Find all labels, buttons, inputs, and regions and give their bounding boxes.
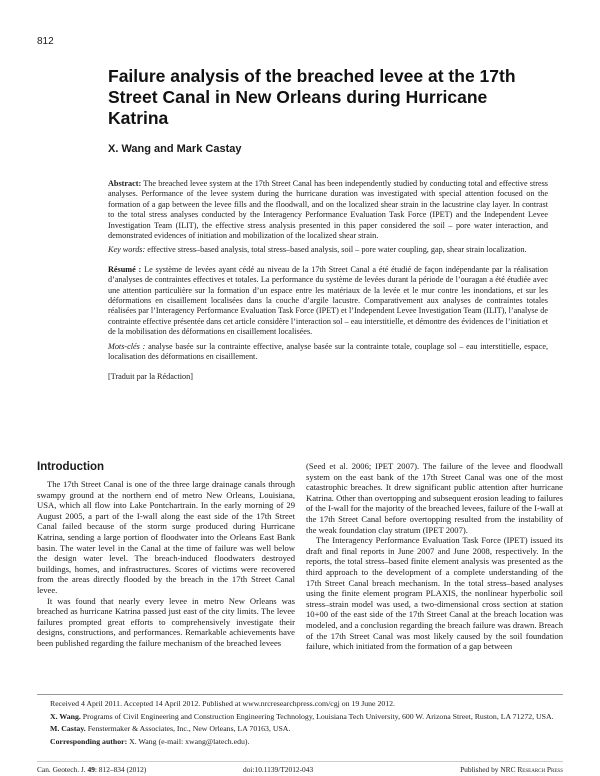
doi: doi:10.1139/T2012-043 [243,765,314,774]
translation-note: [Traduit par la Rédaction] [108,371,193,381]
keywords-text: effective stress–based analysis, total stress–based analysis, soil – pore water coupling, gap, shear strain localization. [147,245,527,255]
journal-name: Can. Geotech. J. [37,765,86,774]
footnotes [50,699,555,749]
affiliation-name: M. Castay. [50,724,86,734]
journal-volume: 49 [87,765,95,774]
resume-paragraph [108,265,548,338]
journal-citation [37,765,146,774]
body-paragraph: It was found that nearly every levee in metro New Orleans was breached as hurricane Katrina passed just east of the city limits. The levee failures prompted great efforts to comprehensively investigate their designs, constructions, and performances. Remarkable achievements have been published regarding the failure mechanism of the breached levees [37,595,295,648]
motscles-paragraph [108,342,548,363]
affiliation-text: Fenstermaker & Associates, Inc., New Orleans, LA 70163, USA. [87,724,291,734]
resume-text: Le système de levées ayant cédé au niveau de la 17th Street Canal a été étudié de façon indépendante par la réalisation d’analyses de contraintes effectives et totales. La performance du système de levées durant la période de l’ouragan a été étudiée avec une attention particulière sur la formation d’un espace entre les matériaux de la levée et le mur contre les inondations, et sur les déformations en cisaillement localisées dans la couche d’argile lacustre. Comparativement aux analyses de contraintes totales réalisées par l’Interagency Performance Evaluation Task Force (IPET) et l’Independent Levee Investigation Team (ILIT), l’analyse de contrainte effective présentée dans cet article considère l’interaction sol – eau interstitielle, et démontre des évidences de l’initiation et de la mobilisation des déformations en cisaillement localisées. [108,264,549,337]
body-paragraph: The 17th Street Canal is one of the three large drainage canals through swampy ground at the northern end of metro New Orleans, Louisiana, USA, which all flow into Lake Pontchartrain. In the early morning of 29 August 2005, a part of the I-wall along the east side of the 17th Street Canal failed because of the storm surge produced during Hurricane Katrina, sending a large portion of floodwater into the Orleans East Bank basin. The water level in the Canal at the time of failure was well below the design water level. The breach-induced floodwaters destroyed buildings, homes, and infrastructures. Scores of victims were recovered from the areas directly flooded by the breach in the 17th Street Canal levee. [37,479,295,595]
resume-label: Résumé : [108,264,142,274]
page-footer-divider [37,761,563,762]
article-title: Failure analysis of the breached levee at the 17th Street Canal in New Orleans during Hurricane Katrina [108,66,516,128]
journal-pages: : 812–834 (2012) [94,765,147,774]
right-column [306,461,563,652]
keywords-label: Key words: [108,245,146,255]
corresponding-text: X. Wang (e-mail: xwang@latech.edu). [129,736,250,746]
abstract-block [108,179,548,386]
corresponding-author [50,737,555,747]
received-note: Received 4 April 2011. Accepted 14 April 2012. Published at www.nrcresearchpress.com/cgj on 19 June 2012. [50,699,396,708]
page-number: 812 [37,36,54,47]
publisher-prefix: Published by [460,765,499,774]
publisher-name: NRC Research Press [500,765,563,774]
abstract-text: The breached levee system at the 17th Street Canal has been independently studied by conducting total and effective stress analyses. Performance of the levee system during the hurricane duration was investigated with special attention focused on the formation of a gap between the levee fills and the floodwall, and on the localized shear strain in the lacustrine clay layer. In contrast to the total stress analyses conducted by the Interagency Performance Evaluation Task Force (IPET) and the Independent Levee Investigation Team (ILIT), the effective stress analysis presented in this paper considered the soil – pore water interaction, and demonstrated evidences of initiation and mobilization of the localized shear strain. [108,179,548,241]
introduction-heading: Introduction [37,461,105,473]
abstract-label: Abstract: [108,179,142,188]
keywords-paragraph [108,245,548,255]
affiliation-castay [50,724,555,734]
abstract-paragraph [108,179,548,241]
publisher [460,765,563,774]
affiliation-text: Programs of Civil Engineering and Construction Engineering Technology, Louisiana Tech University, 600 W. Arizona Street, Ruston, LA 71272, USA. [82,711,554,721]
affiliation-name: X. Wang. [50,711,81,721]
motscles-text: analyse basée sur la contrainte effective, analyse basée sur la contrainte totale, couplage sol – eau interstitielle, espace, localisation des déformations en cisaillement. [108,341,549,362]
body-paragraph: The Interagency Performance Evaluation Task Force (IPET) issued its draft and final reports in June 2007 and June 2008, respectively. In the reports, the total stress–based finite element analysis was presented as the third approach to the development of a complete understanding of the 17th Street Canal breach mechanism. In the total stress–based analyses using the finite element program PLAXIS, the nonlinear hyperbolic soil stress–strain model was used, a two-dimensional cross section at station 10+00 of the east side of the 17th Street Canal at the breach location was modeled, and a conclusion regarding the breach failure was drawn. Breach of the 17th Street Canal was most likely caused by the soil foundation failure, which initiated from the formation of a gap between [306,535,563,652]
footnote-divider [37,694,563,695]
left-column [37,479,295,649]
motscles-label: Mots-clés : [108,341,146,351]
author-list: X. Wang and Mark Castay [108,143,242,155]
corresponding-label: Corresponding author: [50,736,128,746]
affiliation-wang [50,712,555,722]
body-paragraph: (Seed et al. 2006; IPET 2007). The failure of the levee and floodwall system on the east bank of the 17th Street Canal was one of the most catastrophic breaches. It drew significant public attention after hurricane Katrina. Other than overtopping and subsequent erosion leading to failures of the I-wall for the majority of the breached levees, failure of the I-wall at the 17th Street Canal before overtopping resulted from the instability of the weak foundation clay stratum (IPET 2007). [306,461,563,535]
